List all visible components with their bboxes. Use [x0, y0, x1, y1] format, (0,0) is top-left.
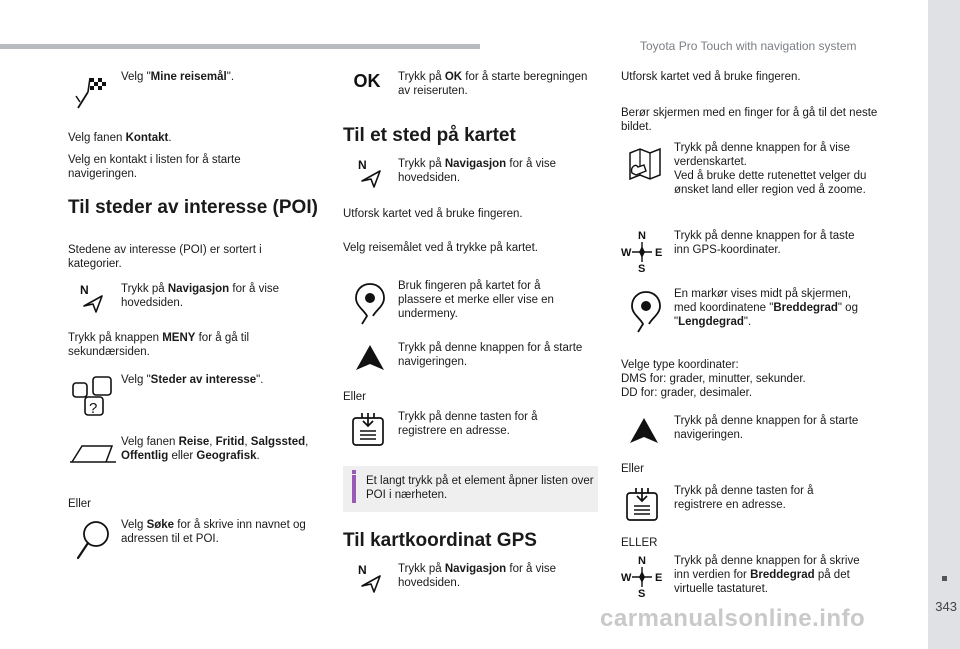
header-bar — [0, 44, 480, 49]
save-address-icon — [624, 485, 662, 523]
text-trykk-navigasjon-1: Trykk på Navigasjon for å vise hovedsiden. — [121, 283, 280, 309]
text-velg-kontakt-liste: Velg en kontakt i listen for å starte navigeringen. — [68, 154, 241, 180]
text-velge-type-koordinater: Velge type koordinater: DMS for: grader, minutter, sekunder. DD for: grader, desimaler. — [621, 359, 806, 399]
svg-text:?: ? — [89, 400, 98, 417]
heading-poi: Til steder av interesse (POI) — [68, 197, 318, 218]
text-trykk-navigasjon-2: Trykk på Navigasjon for å vise hovedsiden. — [398, 158, 557, 184]
text-eller-4: ELLER — [621, 537, 658, 549]
text-utforsk-kartet-2: Utforsk kartet ved å bruke fingeren. — [621, 71, 801, 83]
destination-flag-icon — [72, 72, 112, 112]
compass-icon — [620, 553, 664, 599]
start-navigation-icon — [352, 342, 388, 374]
text-beror-skjermen: Berør skjermen med en finger for å gå til det neste bildet. — [621, 107, 878, 133]
heading-kartkoordinat-gps: Til kartkoordinat GPS — [343, 530, 537, 551]
save-address-icon — [350, 410, 388, 448]
compass-icon — [620, 228, 664, 274]
text-eller-2: Eller — [343, 391, 367, 403]
text-gps-koordinater: Trykk på denne knappen for å taste inn GPS-koordinater. — [674, 230, 855, 256]
page-number: 343 — [935, 599, 957, 614]
map-pin-icon — [352, 280, 388, 328]
svg-text:N: N — [358, 563, 367, 577]
info-text: Et langt trykk på et element åpner listen over POI i nærheten. — [366, 475, 594, 501]
text-bruk-fingeren: Bruk fingeren på kartet for å plassere et merke eller vise en undermeny. — [398, 280, 554, 320]
text-poi-kategorier: Stedene av interesse (POI) er sortert i kategorier. — [68, 244, 262, 270]
svg-text:E: E — [655, 572, 663, 584]
text-starte-navigeringen-2: Trykk på denne knappen for å starte navigeringen. — [674, 415, 859, 441]
info-icon — [352, 475, 356, 503]
text-registrere-adresse-2: Trykk på denne tasten for å registrere en adresse. — [674, 485, 814, 511]
text-steder-av-interesse: Velg "Steder av interesse". — [121, 374, 264, 386]
svg-text:E: E — [655, 247, 663, 259]
text-trykk-meny: Trykk på knappen MENY for å gå til sekundærsiden. — [68, 332, 250, 358]
svg-text:N: N — [358, 158, 367, 172]
text-mine-reisemal: Velg "Mine reisemål". — [121, 71, 235, 83]
text-utforsk-kartet-1: Utforsk kartet ved å bruke fingeren. — [343, 208, 523, 220]
search-icon — [74, 518, 112, 562]
navigation-icon — [74, 282, 110, 316]
heading-sted-kartet: Til et sted på kartet — [343, 125, 516, 146]
world-map-icon — [624, 143, 664, 183]
header-title: Toyota Pro Touch with navigation system — [640, 39, 857, 53]
svg-text:N: N — [638, 230, 646, 242]
text-skrive-breddegrad: Trykk på denne knappen for å skrive inn verdien for Breddegrad på det virtuelle tastaturet. — [674, 555, 860, 595]
map-pin-icon — [628, 288, 664, 336]
info-box — [343, 466, 598, 512]
navigation-icon — [352, 562, 388, 596]
continuation-mark — [942, 576, 947, 581]
svg-text:W: W — [621, 572, 632, 584]
watermark: carmanualsonline.info — [600, 605, 866, 632]
svg-text:W: W — [621, 247, 632, 259]
svg-text:N: N — [80, 283, 89, 297]
text-velg-fanen-kategorier: Velg fanen Reise, Fritid, Salgssted, Offentlig eller Geografisk. — [121, 436, 309, 462]
start-navigation-icon — [626, 415, 662, 447]
poi-icon — [70, 373, 116, 419]
text-eller-3: Eller — [621, 463, 645, 475]
text-verdenskartet: Trykk på denne knappen for å vise verdenskartet. Ved å bruke dette rutenettet velger du ønsket land eller region ved å zoome. — [674, 142, 867, 196]
page-edge-strip — [928, 0, 960, 649]
text-velg-kontakt: Velg fanen Kontakt. — [68, 132, 172, 144]
text-markor-vises: En markør vises midt på skjermen, med koordinatene "Breddegrad" og "Lengdegrad". — [674, 288, 858, 328]
text-eller-1: Eller — [68, 498, 92, 510]
svg-text:N: N — [638, 555, 646, 567]
text-trykk-ok: Trykk på OK for å starte beregningen av reiseruten. — [398, 71, 588, 97]
svg-text:S: S — [638, 263, 646, 274]
category-tab-icon — [70, 442, 116, 466]
text-registrere-adresse-1: Trykk på denne tasten for å registrere en adresse. — [398, 411, 538, 437]
ok-button-icon: OK — [353, 71, 381, 91]
text-velg-reisemalet: Velg reisemålet ved å trykke på kartet. — [343, 242, 538, 254]
info-icon-dot — [352, 470, 356, 474]
text-trykk-navigasjon-3: Trykk på Navigasjon for å vise hovedsiden. — [398, 563, 557, 589]
text-starte-navigeringen-1: Trykk på denne knappen for å starte navigeringen. — [398, 342, 583, 368]
text-velg-soke: Velg Søke for å skrive inn navnet og adressen til et POI. — [121, 519, 306, 545]
navigation-icon — [352, 157, 388, 191]
svg-text:S: S — [638, 588, 646, 599]
